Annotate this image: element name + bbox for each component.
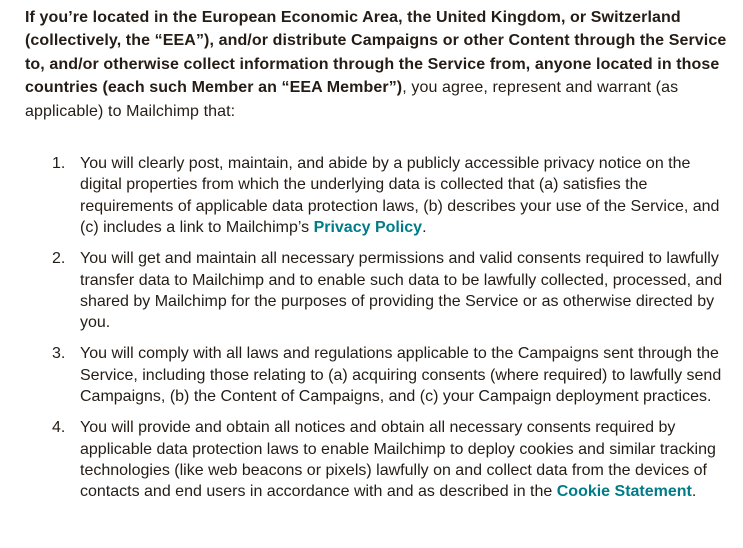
intro-paragraph xyxy=(25,6,733,123)
cookie-statement-link[interactable]: Cookie Statement xyxy=(556,483,692,501)
item-text: You will clearly post, maintain, and abide by a publicly accessible privacy notice on the digital properties from which the underlying data is collected that (a) satisfies the requirements of applicable data protection laws, (b) describes your use of the Service, and (c) includes a link to Mailchimp’s xyxy=(80,155,720,236)
list-item-4 xyxy=(25,417,733,502)
item-text-end: . xyxy=(691,483,697,501)
intro-lead-text: If you’re located in the European Economic Area, the United Kingdom, or Switzerland (collectively, the “EEA”), and/or distribute Campaigns or other Content through the Service to, and/or otherwise collect information through the Service from, anyone located in those countries (each such Member an “EEA Member”) xyxy=(25,9,727,97)
list-number: 4. xyxy=(52,419,66,437)
privacy-policy-link[interactable]: Privacy Policy xyxy=(313,218,423,236)
intro-rest-text: , you agree, represent and warrant (as applicable) to Mailchimp that: xyxy=(25,79,679,120)
list-item-3 xyxy=(25,343,733,407)
item-text: You will comply with all laws and regulations applicable to the Campaigns sent through the Service, including those relating to (a) acquiring consents (where required) to lawfully send Campaigns, (b) the Content of Campaigns, and (c) your Campaign deployment practices. xyxy=(80,345,722,405)
list-number: 3. xyxy=(52,345,66,363)
terms-list xyxy=(25,153,733,502)
item-text: You will provide and obtain all notices and obtain all necessary consents required by applicable data protection laws to enable Mailchimp to deploy cookies and similar tracking technologies (like web beacons or pixels) lawfully on and collect data from the devices of contacts and end users in accordance with and as described in the xyxy=(80,419,716,501)
list-item-1 xyxy=(25,153,733,238)
item-text: You will get and maintain all necessary permissions and valid consents required to lawfully transfer data to Mailchimp and to enable such data to be lawfully collected, processed, and shared by Mailchimp for the purposes of providing the Service or as otherwise directed by you. xyxy=(80,250,723,332)
list-number: 2. xyxy=(52,250,66,268)
list-item-2 xyxy=(25,248,733,333)
item-text-end: . xyxy=(422,218,427,236)
list-number: 1. xyxy=(52,155,66,173)
